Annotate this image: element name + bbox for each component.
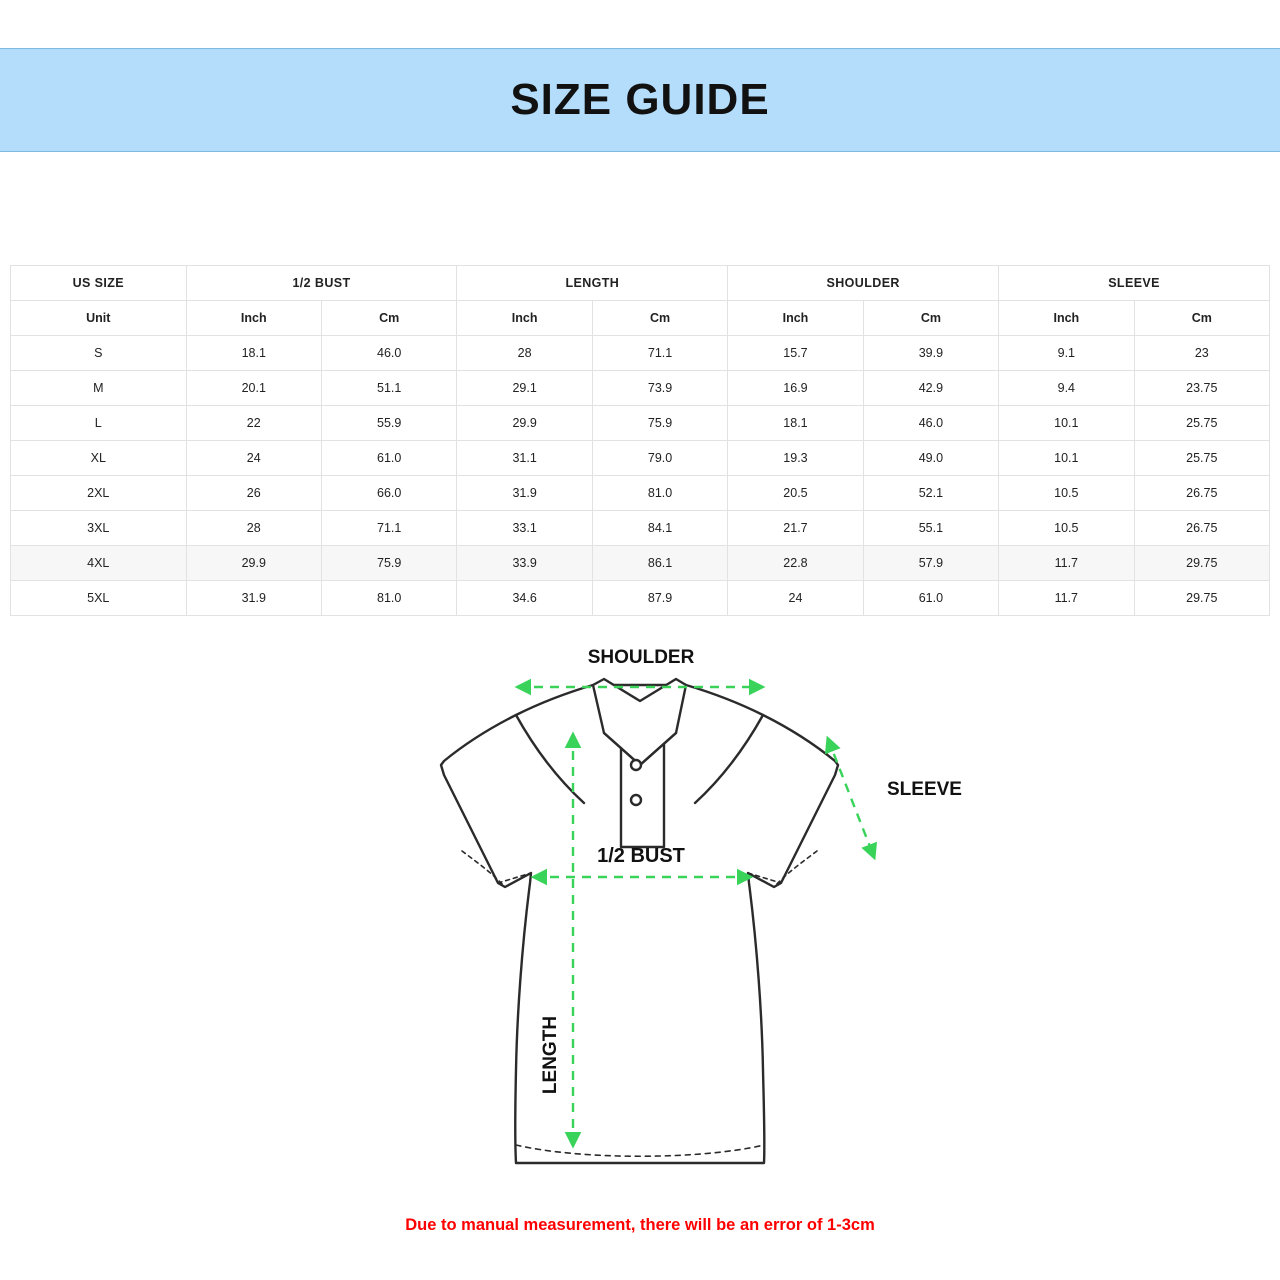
measurement-diagram — [0, 615, 1280, 1195]
cell-shoulder-cm: 39.9 — [863, 336, 998, 371]
unit-cell: Inch — [457, 301, 592, 336]
cell-bust-cm: 71.1 — [321, 511, 456, 546]
row-size-label: M — [11, 371, 187, 406]
cell-sleeve-inch: 10.5 — [999, 476, 1134, 511]
row-size-label: 5XL — [11, 581, 187, 616]
row-size-label: 2XL — [11, 476, 187, 511]
unit-label: Unit — [11, 301, 187, 336]
measurement-note: Due to manual measurement, there will be an error of 1-3cm — [405, 1216, 875, 1234]
cell-bust-inch: 24 — [186, 441, 321, 476]
size-table — [10, 265, 1270, 616]
label-shoulder: SHOULDER — [587, 647, 695, 668]
cell-bust-inch: 29.9 — [186, 546, 321, 581]
cell-length-inch: 29.9 — [457, 406, 592, 441]
cell-shoulder-cm: 42.9 — [863, 371, 998, 406]
cell-length-cm: 71.1 — [592, 336, 727, 371]
unit-cell: Inch — [728, 301, 863, 336]
cell-length-cm: 75.9 — [592, 406, 727, 441]
cell-sleeve-inch: 10.1 — [999, 406, 1134, 441]
cell-shoulder-inch: 22.8 — [728, 546, 863, 581]
cell-sleeve-cm: 26.75 — [1134, 511, 1269, 546]
cell-shoulder-inch: 19.3 — [728, 441, 863, 476]
cell-sleeve-cm: 23.75 — [1134, 371, 1269, 406]
table-row — [11, 476, 1270, 511]
unit-cell: Cm — [1134, 301, 1269, 336]
cell-bust-inch: 31.9 — [186, 581, 321, 616]
cell-bust-cm: 66.0 — [321, 476, 456, 511]
cell-sleeve-inch: 11.7 — [999, 581, 1134, 616]
cell-sleeve-inch: 11.7 — [999, 546, 1134, 581]
cell-bust-cm: 55.9 — [321, 406, 456, 441]
column-header-half-bust: 1/2 BUST — [186, 266, 457, 301]
cell-bust-inch: 22 — [186, 406, 321, 441]
cell-sleeve-cm: 25.75 — [1134, 441, 1269, 476]
table-row — [11, 406, 1270, 441]
polo-shirt-illustration — [441, 679, 838, 1163]
cell-shoulder-inch: 24 — [728, 581, 863, 616]
cell-shoulder-inch: 18.1 — [728, 406, 863, 441]
column-header-shoulder: SHOULDER — [728, 266, 999, 301]
cell-shoulder-inch: 20.5 — [728, 476, 863, 511]
cell-length-cm: 87.9 — [592, 581, 727, 616]
cell-sleeve-cm: 29.75 — [1134, 546, 1269, 581]
cell-bust-cm: 46.0 — [321, 336, 456, 371]
cell-sleeve-inch: 10.1 — [999, 441, 1134, 476]
cell-length-cm: 73.9 — [592, 371, 727, 406]
row-size-label: S — [11, 336, 187, 371]
cell-shoulder-cm: 57.9 — [863, 546, 998, 581]
cell-length-inch: 29.1 — [457, 371, 592, 406]
cell-bust-cm: 61.0 — [321, 441, 456, 476]
size-table-container — [10, 265, 1270, 616]
unit-cell: Cm — [863, 301, 998, 336]
cell-sleeve-inch: 9.1 — [999, 336, 1134, 371]
label-length: LENGTH — [540, 1015, 561, 1095]
cell-shoulder-cm: 52.1 — [863, 476, 998, 511]
table-row — [11, 581, 1270, 616]
cell-sleeve-inch: 10.5 — [999, 511, 1134, 546]
cell-length-cm: 84.1 — [592, 511, 727, 546]
column-header-us-size: US SIZE — [11, 266, 187, 301]
cell-bust-inch: 26 — [186, 476, 321, 511]
cell-bust-inch: 20.1 — [186, 371, 321, 406]
unit-cell: Inch — [999, 301, 1134, 336]
column-header-length: LENGTH — [457, 266, 728, 301]
table-group-header-row — [11, 266, 1270, 301]
table-row — [11, 546, 1270, 581]
sleeve-arrow — [828, 739, 874, 857]
cell-shoulder-inch: 15.7 — [728, 336, 863, 371]
cell-length-inch: 33.1 — [457, 511, 592, 546]
cell-shoulder-cm: 49.0 — [863, 441, 998, 476]
table-unit-row — [11, 301, 1270, 336]
cell-length-cm: 79.0 — [592, 441, 727, 476]
label-half-bust: 1/2 BUST — [597, 845, 685, 867]
cell-shoulder-cm: 55.1 — [863, 511, 998, 546]
cell-sleeve-cm: 23 — [1134, 336, 1269, 371]
size-guide-header — [0, 48, 1280, 152]
unit-cell: Cm — [592, 301, 727, 336]
cell-bust-cm: 51.1 — [321, 371, 456, 406]
table-row — [11, 511, 1270, 546]
cell-sleeve-cm: 29.75 — [1134, 581, 1269, 616]
cell-bust-inch: 18.1 — [186, 336, 321, 371]
row-size-label: L — [11, 406, 187, 441]
cell-length-inch: 34.6 — [457, 581, 592, 616]
table-row — [11, 371, 1270, 406]
cell-bust-cm: 81.0 — [321, 581, 456, 616]
cell-shoulder-cm: 46.0 — [863, 406, 998, 441]
table-row — [11, 441, 1270, 476]
cell-bust-cm: 75.9 — [321, 546, 456, 581]
cell-sleeve-inch: 9.4 — [999, 371, 1134, 406]
page-title: SIZE GUIDE — [510, 75, 770, 124]
cell-length-inch: 28 — [457, 336, 592, 371]
cell-shoulder-inch: 21.7 — [728, 511, 863, 546]
unit-cell: Cm — [321, 301, 456, 336]
row-size-label: 4XL — [11, 546, 187, 581]
label-sleeve: SLEEVE — [887, 779, 962, 800]
unit-cell: Inch — [186, 301, 321, 336]
cell-length-inch: 31.1 — [457, 441, 592, 476]
cell-bust-inch: 28 — [186, 511, 321, 546]
column-header-sleeve: SLEEVE — [999, 266, 1270, 301]
row-size-label: XL — [11, 441, 187, 476]
row-size-label: 3XL — [11, 511, 187, 546]
cell-length-inch: 31.9 — [457, 476, 592, 511]
cell-sleeve-cm: 25.75 — [1134, 406, 1269, 441]
cell-length-inch: 33.9 — [457, 546, 592, 581]
cell-shoulder-cm: 61.0 — [863, 581, 998, 616]
table-row — [11, 336, 1270, 371]
cell-sleeve-cm: 26.75 — [1134, 476, 1269, 511]
cell-length-cm: 86.1 — [592, 546, 727, 581]
cell-length-cm: 81.0 — [592, 476, 727, 511]
cell-shoulder-inch: 16.9 — [728, 371, 863, 406]
